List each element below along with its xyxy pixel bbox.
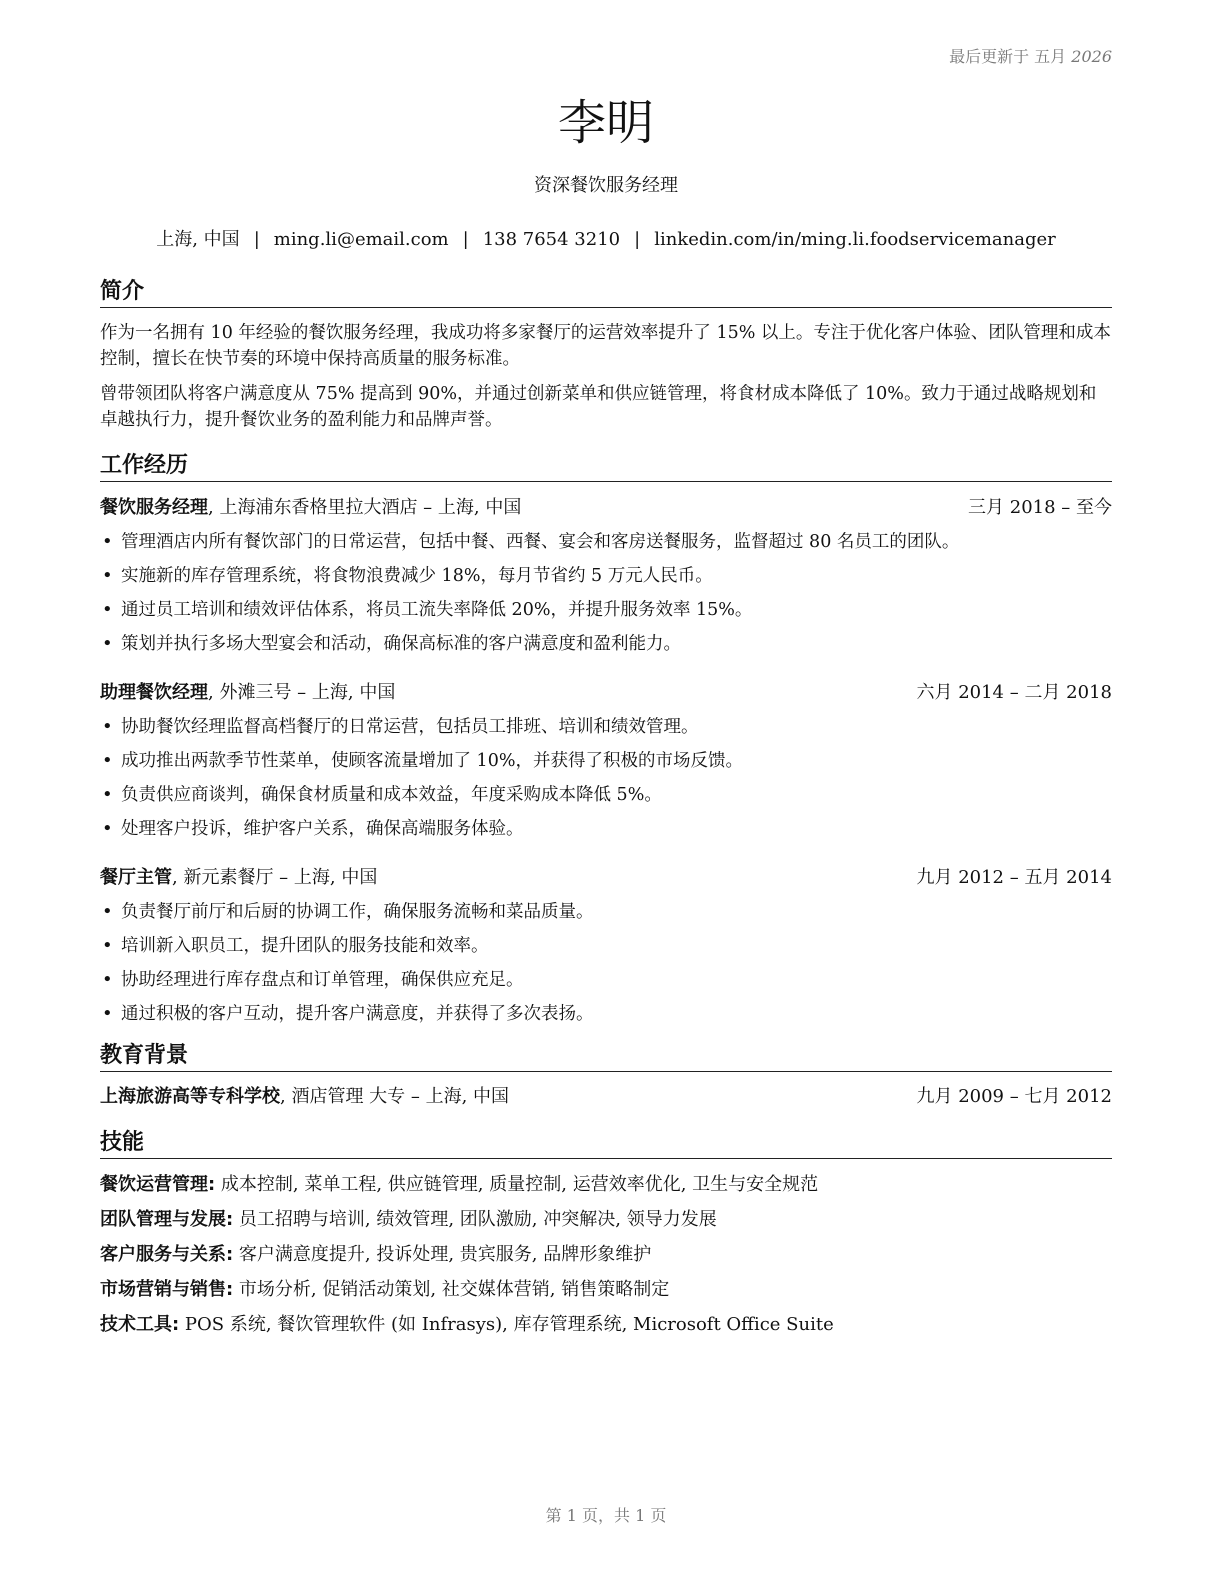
last-updated-label: 最后更新于 五月 [949, 47, 1067, 66]
section-title: 简介 [100, 279, 1112, 308]
resume-page [100, 0, 1112, 1584]
last-updated-year: 2026 [1071, 47, 1112, 66]
page-footer: 第 1 页，共 1 页 [545, 1506, 667, 1525]
skill-row [100, 1237, 1112, 1272]
education-section [100, 1043, 1112, 1110]
job-header [100, 865, 1112, 891]
contact-phone[interactable]: 138 7654 3210 [482, 229, 621, 250]
skill-row [100, 1202, 1112, 1237]
candidate-headline: 资深餐饮服务经理 [534, 175, 678, 196]
job-role: 餐厅主管 [100, 867, 172, 888]
section-title: 教育背景 [100, 1043, 1112, 1072]
skill-label: 客户服务与关系: [100, 1244, 234, 1265]
job-bullets [100, 895, 1112, 1031]
job-bullets [100, 525, 1112, 661]
job-entry [100, 680, 1112, 846]
section-title: 工作经历 [100, 453, 1112, 482]
contact-linkedin[interactable]: linkedin.com/in/ming.li.foodservicemanager [654, 229, 1056, 250]
job-dates: 六月 2014 – 二月 2018 [916, 682, 1112, 703]
contact-separator: | [634, 229, 641, 250]
job-role: 餐饮服务经理 [100, 497, 208, 518]
job-role: 助理餐饮经理 [100, 682, 208, 703]
list-item: • 负责餐厅前厅和后厨的协调工作，确保服务流畅和菜品质量。 [100, 895, 1112, 929]
experience-section [100, 453, 1112, 482]
skill-label: 技术工具: [100, 1314, 180, 1335]
skill-value: POS 系统, 餐饮管理软件 (如 Infrasys), 库存管理系统, Microsoft Office Suite [179, 1314, 834, 1335]
skill-row [100, 1272, 1112, 1307]
job-org: , 外滩三号 – 上海, 中国 [208, 682, 396, 703]
summary-section [100, 279, 1112, 433]
candidate-name: 李明 [557, 95, 654, 151]
education-entry [100, 1084, 1112, 1110]
section-title: 技能 [100, 1130, 1112, 1159]
contact-line [100, 225, 1112, 251]
list-item: • 协助餐饮经理监督高档餐厅的日常运营，包括员工排班、培训和绩效管理。 [100, 710, 1112, 744]
list-item: • 策划并执行多场大型宴会和活动，确保高标准的客户满意度和盈利能力。 [100, 627, 1112, 661]
contact-location: 上海, 中国 [156, 229, 240, 250]
skill-label: 团队管理与发展: [100, 1209, 234, 1230]
list-item: • 实施新的库存管理系统，将食物浪费减少 18%，每月节省约 5 万元人民币。 [100, 559, 1112, 593]
skill-label: 市场营销与销售: [100, 1279, 234, 1300]
list-item: • 负责供应商谈判，确保食材质量和成本效益，年度采购成本降低 5%。 [100, 778, 1112, 812]
list-item: • 协助经理进行库存盘点和订单管理，确保供应充足。 [100, 963, 1112, 997]
job-entry [100, 865, 1112, 1031]
job-bullets [100, 710, 1112, 846]
job-dates: 三月 2018 – 至今 [968, 497, 1112, 518]
education-detail: , 酒店管理 大专 – 上海, 中国 [280, 1086, 510, 1107]
list-item: • 通过员工培训和绩效评估体系，将员工流失率降低 20%，并提升服务效率 15%。 [100, 593, 1112, 627]
list-item: • 培训新入职员工，提升团队的服务技能和效率。 [100, 929, 1112, 963]
education-school: 上海旅游高等专科学校 [100, 1086, 280, 1107]
job-org: , 上海浦东香格里拉大酒店 – 上海, 中国 [208, 497, 522, 518]
list-item: • 处理客户投诉，维护客户关系，确保高端服务体验。 [100, 812, 1112, 846]
skill-row [100, 1307, 1112, 1342]
contact-email[interactable]: ming.li@email.com [273, 229, 449, 250]
skill-value: 员工招聘与培训, 绩效管理, 团队激励, 冲突解决, 领导力发展 [233, 1209, 717, 1230]
contact-separator: | [253, 229, 260, 250]
job-header [100, 495, 1112, 521]
education-dates: 九月 2009 – 七月 2012 [916, 1086, 1112, 1107]
skill-value: 客户满意度提升, 投诉处理, 贵宾服务, 品牌形象维护 [233, 1244, 652, 1265]
skill-label: 餐饮运营管理: [100, 1174, 216, 1195]
summary-paragraph: 曾带领团队将客户满意度从 75% 提高到 90%，并通过创新菜单和供应链管理，将食材成本降低了 10%。致力于通过战略规划和卓越执行力，提升餐饮业务的盈利能力和品牌声誉。 [100, 384, 1097, 430]
skills-list [100, 1167, 1112, 1342]
last-updated [949, 44, 1112, 67]
skills-section [100, 1130, 1112, 1342]
job-dates: 九月 2012 – 五月 2014 [916, 867, 1112, 888]
skill-value: 成本控制, 菜单工程, 供应链管理, 质量控制, 运营效率优化, 卫生与安全规范 [215, 1174, 819, 1195]
list-item: • 管理酒店内所有餐饮部门的日常运营，包括中餐、西餐、宴会和客房送餐服务，监督超过 80 名员工的团队。 [100, 525, 1112, 559]
skill-value: 市场分析, 促销活动策划, 社交媒体营销, 销售策略制定 [233, 1279, 670, 1300]
job-org: , 新元素餐厅 – 上海, 中国 [172, 867, 378, 888]
list-item: • 通过积极的客户互动，提升客户满意度，并获得了多次表扬。 [100, 997, 1112, 1031]
contact-separator: | [462, 229, 469, 250]
job-header [100, 680, 1112, 706]
list-item: • 成功推出两款季节性菜单，使顾客流量增加了 10%，并获得了积极的市场反馈。 [100, 744, 1112, 778]
summary-paragraph: 作为一名拥有 10 年经验的餐饮服务经理，我成功将多家餐厅的运营效率提升了 15% 以上。专注于优化客户体验、团队管理和成本控制，擅长在快节奏的环境中保持高质量的服务标准。 [100, 323, 1111, 369]
skill-row [100, 1167, 1112, 1202]
job-entry [100, 495, 1112, 661]
